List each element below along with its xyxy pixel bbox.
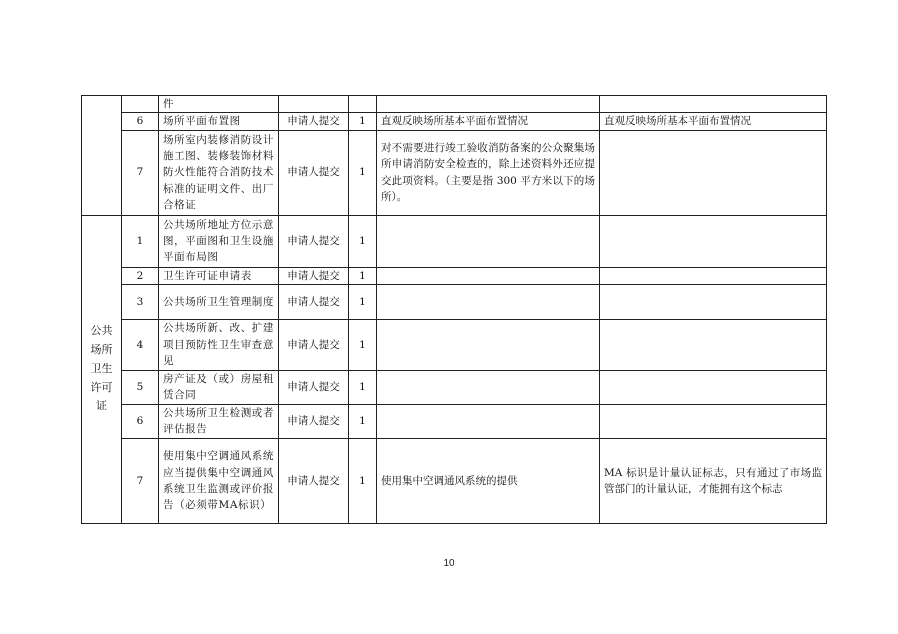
material-name: 公共场所卫生管理制度 xyxy=(159,284,279,319)
quantity-cell: 1 xyxy=(349,438,377,523)
item-number: 7 xyxy=(122,130,159,215)
requirement-cell xyxy=(377,319,600,370)
material-name: 公共场所卫生检测或者评估报告 xyxy=(159,404,279,438)
item-number: 4 xyxy=(122,319,159,370)
submitter-cell: 申请人提交 xyxy=(279,284,349,319)
quantity-cell: 1 xyxy=(349,404,377,438)
material-name: 场所室内装修消防设计施工图、装修装饰材料防火性能符合消防技术标准的证明文件、出厂合格证 xyxy=(159,130,279,215)
table-row xyxy=(82,267,827,284)
table-row xyxy=(82,284,827,319)
materials-table xyxy=(81,95,827,524)
item-number: 3 xyxy=(122,284,159,319)
note-cell xyxy=(600,404,827,438)
requirement-cell xyxy=(377,267,600,284)
quantity-cell: 1 xyxy=(349,130,377,215)
quantity-cell: 1 xyxy=(349,370,377,404)
quantity-cell xyxy=(349,96,377,113)
material-name: 场所平面布置图 xyxy=(159,113,279,130)
table-row xyxy=(82,404,827,438)
requirement-cell: 使用集中空调通风系统的提供 xyxy=(377,438,600,523)
submitter-cell: 申请人提交 xyxy=(279,370,349,404)
note-cell xyxy=(600,319,827,370)
note-cell xyxy=(600,130,827,215)
note-cell xyxy=(600,267,827,284)
material-name: 公共场所新、改、扩建项目预防性卫生审查意见 xyxy=(159,319,279,370)
quantity-cell: 1 xyxy=(349,267,377,284)
material-name: 公共场所地址方位示意图，平面图和卫生设施平面布局图 xyxy=(159,215,279,267)
item-number: 2 xyxy=(122,267,159,284)
submitter-cell: 申请人提交 xyxy=(279,438,349,523)
quantity-cell: 1 xyxy=(349,215,377,267)
material-name: 卫生许可证申请表 xyxy=(159,267,279,284)
requirement-cell xyxy=(377,96,600,113)
item-number: 5 xyxy=(122,370,159,404)
table-row xyxy=(82,319,827,370)
table-row xyxy=(82,130,827,215)
submitter-cell: 申请人提交 xyxy=(279,404,349,438)
note-cell xyxy=(600,370,827,404)
submitter-cell: 申请人提交 xyxy=(279,215,349,267)
requirement-cell xyxy=(377,404,600,438)
item-number: 7 xyxy=(122,438,159,523)
category-cell: 公共场所卫生许可证 xyxy=(82,215,122,523)
requirement-cell xyxy=(377,370,600,404)
page-number: 10 xyxy=(443,558,455,569)
submitter-cell: 申请人提交 xyxy=(279,113,349,130)
table-row xyxy=(82,438,827,523)
table-row xyxy=(82,370,827,404)
material-name: 使用集中空调通风系统应当提供集中空调通风系统卫生监测或评价报告（必须带MA标识） xyxy=(159,438,279,523)
item-number: 1 xyxy=(122,215,159,267)
note-cell: 直观反映场所基本平面布置情况 xyxy=(600,113,827,130)
table-row xyxy=(82,96,827,113)
material-name: 房产证及（或）房屋租赁合同 xyxy=(159,370,279,404)
requirement-cell xyxy=(377,215,600,267)
table-row xyxy=(82,215,827,267)
quantity-cell: 1 xyxy=(349,113,377,130)
submitter-cell: 申请人提交 xyxy=(279,319,349,370)
submitter-cell xyxy=(279,96,349,113)
requirement-cell xyxy=(377,284,600,319)
submitter-cell: 申请人提交 xyxy=(279,267,349,284)
category-cell xyxy=(82,96,122,216)
note-cell xyxy=(600,96,827,113)
item-number: 6 xyxy=(122,404,159,438)
submitter-cell: 申请人提交 xyxy=(279,130,349,215)
note-cell xyxy=(600,215,827,267)
item-number: 6 xyxy=(122,113,159,130)
note-cell xyxy=(600,284,827,319)
quantity-cell: 1 xyxy=(349,284,377,319)
note-cell: MA 标识是计量认证标志，只有通过了市场监管部门的计量认证，才能拥有这个标志 xyxy=(600,438,827,523)
table-row xyxy=(82,113,827,130)
material-name: 件 xyxy=(159,96,279,113)
item-number xyxy=(122,96,159,113)
requirement-cell: 直观反映场所基本平面布置情况 xyxy=(377,113,600,130)
requirement-cell: 对不需要进行竣工验收消防备案的公众聚集场所申请消防安全检查的，除上述资料外还应提交此项资料。（主要是指 300 平方米以下的场所）。 xyxy=(377,130,600,215)
quantity-cell: 1 xyxy=(349,319,377,370)
